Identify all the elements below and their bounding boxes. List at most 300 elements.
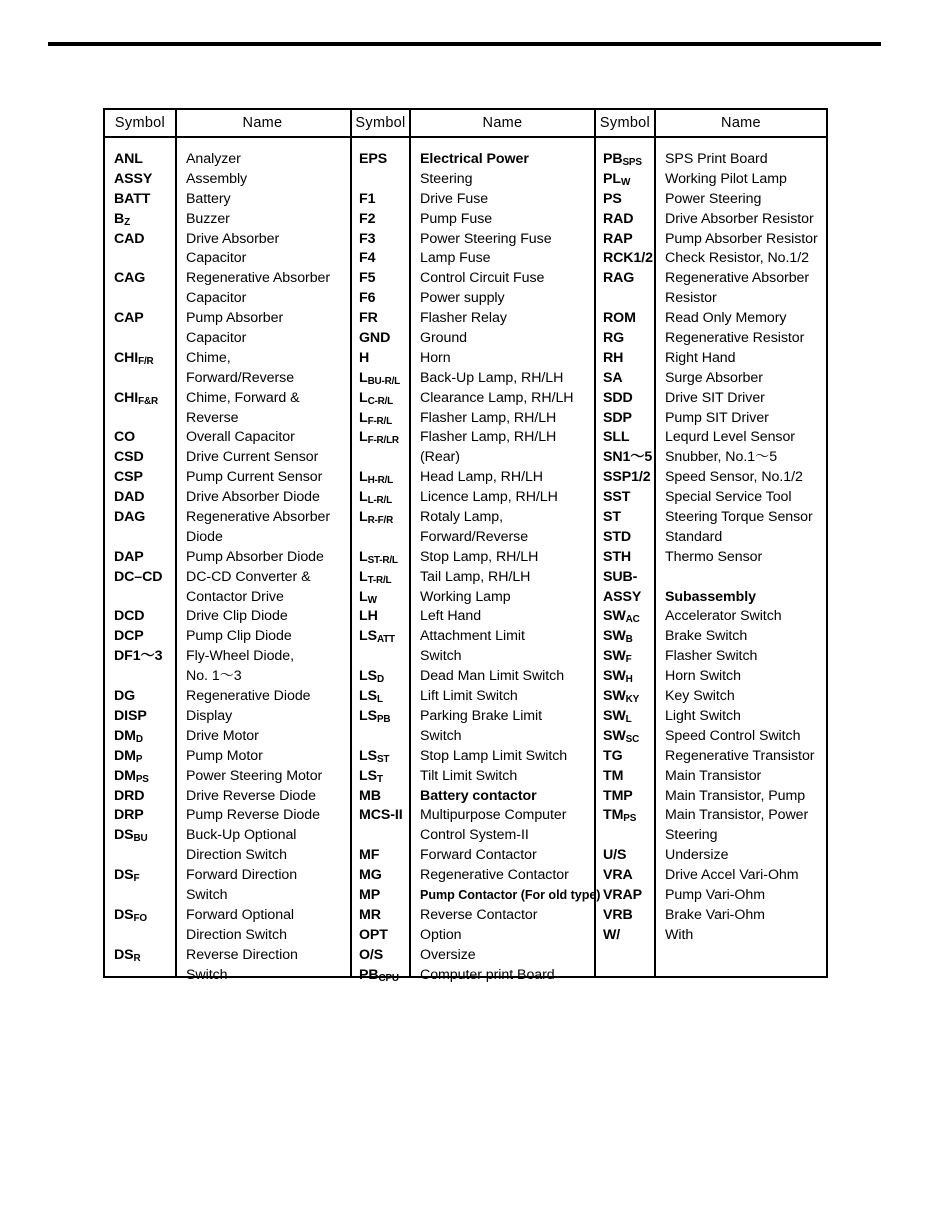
symbol-subscript: F bbox=[625, 654, 632, 666]
table-row: $L_{R-F/R}$ bbox=[359, 509, 394, 526]
header-symbol: Symbol bbox=[596, 110, 656, 136]
table-row: $LS_T$ bbox=[359, 767, 383, 785]
table-row: $SW_B$ bbox=[603, 628, 633, 646]
table-row: Tail Lamp, RH/LH bbox=[420, 568, 531, 585]
column-1-symbols bbox=[105, 138, 177, 976]
table-row: Regenerative Diode bbox=[186, 688, 311, 705]
table-row: Licence Lamp, RH/LH bbox=[420, 489, 558, 506]
table-row: Chime, bbox=[186, 349, 231, 366]
table-row: Oversize bbox=[420, 946, 476, 963]
table-column-3 bbox=[594, 110, 826, 976]
table-row: Main Transistor bbox=[665, 767, 762, 784]
symbol-subscript: R-F/R bbox=[367, 514, 394, 526]
table-row: $DM_P$ bbox=[114, 747, 143, 765]
table-row bbox=[352, 170, 409, 190]
table-row: TMP bbox=[603, 787, 633, 804]
table-row: Control System-II bbox=[420, 827, 529, 844]
table-row bbox=[105, 249, 175, 269]
table-row: Pump Motor bbox=[186, 747, 263, 764]
table-row: RG bbox=[603, 330, 625, 347]
column-1-names bbox=[177, 138, 350, 983]
table-row: Stop Lamp, RH/LH bbox=[420, 548, 539, 565]
table-row: $TM_{PS}$ bbox=[603, 807, 637, 825]
table-row: Brake Switch bbox=[665, 628, 748, 645]
header-rule bbox=[48, 42, 881, 46]
table-row: Reverse Direction bbox=[186, 946, 298, 963]
symbol-subscript: F&R bbox=[138, 395, 158, 407]
table-row: Drive Fuse bbox=[420, 190, 489, 207]
symbol-subscript: PS bbox=[135, 773, 149, 785]
table-row: F4 bbox=[359, 250, 376, 267]
table-row bbox=[105, 926, 175, 946]
table-row: SST bbox=[603, 489, 631, 506]
table-row: Pump Contactor (For old type) bbox=[420, 887, 601, 902]
table-row: $L_{C-R/L}$ bbox=[359, 389, 394, 407]
table-row: Pump Current Sensor bbox=[186, 469, 323, 486]
table-row: Assembly bbox=[186, 170, 248, 187]
table-row bbox=[596, 826, 654, 846]
table-row: Power Steering Fuse bbox=[420, 230, 552, 247]
table-row bbox=[105, 409, 175, 429]
column-3-header bbox=[596, 110, 826, 138]
table-row: VRA bbox=[603, 867, 633, 884]
table-row: Drive Reverse Diode bbox=[186, 787, 316, 804]
table-row bbox=[352, 647, 409, 667]
table-row: $L_{F-R/LR}$ bbox=[359, 429, 399, 447]
table-row: Switch bbox=[186, 966, 228, 983]
table-row: GND bbox=[359, 330, 391, 347]
column-3-symbols bbox=[596, 138, 656, 976]
table-row: Buck-Up Optional bbox=[186, 827, 297, 844]
table-row bbox=[656, 946, 826, 966]
table-row: SN1～5 bbox=[603, 449, 653, 466]
table-row: Capacitor bbox=[186, 330, 247, 347]
table-row: Pump Vari-Ohm bbox=[665, 886, 765, 903]
symbol-subscript: F-R/LR bbox=[367, 435, 399, 447]
column-3-names bbox=[656, 138, 826, 976]
symbol-subscript: B bbox=[625, 634, 633, 646]
table-row: O/S bbox=[359, 946, 384, 963]
table-row: DRP bbox=[114, 807, 144, 824]
table-row: TG bbox=[603, 747, 623, 764]
table-row: Buzzer bbox=[186, 210, 230, 227]
table-row: CAP bbox=[114, 310, 144, 327]
table-row bbox=[596, 966, 654, 986]
table-row: Flasher Lamp, RH/LH bbox=[420, 409, 557, 426]
table-row: Forward/Reverse bbox=[420, 528, 529, 545]
table-row bbox=[105, 329, 175, 349]
table-row: $DS_F$ bbox=[114, 867, 140, 884]
table-row: Pump Absorber Diode bbox=[186, 548, 324, 565]
table-row: Analyzer bbox=[186, 151, 241, 167]
table-row: SSP1/2 bbox=[603, 469, 651, 486]
table-row: Multipurpose Computer bbox=[420, 807, 567, 824]
table-row: $LS_{ST}$ bbox=[359, 747, 390, 765]
column-2-header bbox=[352, 110, 594, 138]
table-row: Snubber, No.1～5 bbox=[665, 449, 778, 466]
table-row: Horn bbox=[420, 349, 451, 366]
table-row: $L_{L-R/L}$ bbox=[359, 489, 392, 506]
table-row: Lift Limit Switch bbox=[420, 688, 518, 705]
table-row: Flasher Lamp, RH/LH bbox=[420, 429, 557, 446]
table-row: Steering bbox=[665, 827, 718, 844]
column-3-body bbox=[596, 138, 826, 976]
table-row: Ground bbox=[420, 330, 468, 347]
table-row: VRAP bbox=[603, 886, 643, 903]
table-row: Fly-Wheel Diode, bbox=[186, 648, 295, 665]
table-row: DAD bbox=[114, 489, 145, 506]
table-row: Drive Absorber bbox=[186, 230, 280, 247]
table-row: FR bbox=[359, 310, 378, 327]
table-row: Direction Switch bbox=[186, 926, 287, 943]
table-row bbox=[105, 667, 175, 687]
table-row: TM bbox=[603, 767, 624, 784]
table-row: $SW_{KY}$ bbox=[603, 688, 640, 705]
table-row: Parking Brake Limit bbox=[420, 707, 543, 724]
table-row: $PB_{CPU}$ bbox=[359, 966, 399, 984]
table-row: Speed Control Switch bbox=[665, 727, 801, 744]
table-row: H bbox=[359, 349, 370, 366]
table-row: Drive Absorber Diode bbox=[186, 489, 320, 506]
table-row: MF bbox=[359, 847, 380, 864]
symbol-subscript: H-R/L bbox=[367, 475, 394, 487]
table-row: Forward/Reverse bbox=[186, 369, 295, 386]
symbol-subscript: ST bbox=[376, 753, 390, 765]
header-name: Name bbox=[482, 115, 523, 131]
table-row: Drive Motor bbox=[186, 727, 259, 744]
table-row: $PB_{SPS}$ bbox=[603, 151, 642, 168]
column-2-body bbox=[352, 138, 601, 984]
header-symbol: Symbol bbox=[105, 110, 177, 136]
symbol-subscript: ST-R/L bbox=[367, 554, 398, 566]
table-row: Working Lamp bbox=[420, 588, 511, 605]
table-row: Main Transistor, Pump bbox=[665, 787, 806, 804]
table-row: (Rear) bbox=[420, 449, 460, 466]
symbol-subscript: SPS bbox=[622, 156, 642, 168]
table-row: Forward Optional bbox=[186, 906, 295, 923]
table-row: RAP bbox=[603, 230, 633, 247]
table-row bbox=[105, 886, 175, 906]
table-row: DAP bbox=[114, 548, 144, 565]
table-row: Light Switch bbox=[665, 707, 741, 724]
table-row: Thermo Sensor bbox=[665, 548, 763, 565]
symbol-subscript: PS bbox=[623, 813, 637, 825]
table-row: $DS_{FO}$ bbox=[114, 906, 147, 924]
table-row: $L_{T-R/L}$ bbox=[359, 568, 392, 586]
table-row: $DS_{BU}$ bbox=[114, 827, 148, 845]
table-row: CO bbox=[114, 429, 136, 446]
table-row: Surge Absorber bbox=[665, 369, 763, 386]
table-row: Right Hand bbox=[665, 349, 736, 366]
table-row: Stop Lamp Limit Switch bbox=[420, 747, 568, 764]
table-row: Power Steering bbox=[665, 190, 762, 207]
table-row bbox=[656, 966, 826, 986]
table-row: Forward Direction bbox=[186, 867, 298, 884]
table-row: Pump Absorber bbox=[186, 310, 284, 327]
table-row: Regenerative Absorber bbox=[186, 270, 331, 287]
symbol-subscript: KY bbox=[625, 693, 640, 705]
table-row: SPS Print Board bbox=[665, 151, 768, 167]
table-row: Regenerative Resistor bbox=[665, 330, 805, 347]
table-row: DC–CD bbox=[114, 568, 163, 585]
table-row: F2 bbox=[359, 210, 376, 227]
table-row: Pump Clip Diode bbox=[186, 628, 292, 645]
table-row: DC-CD Converter & bbox=[186, 568, 311, 585]
table-row: EPS bbox=[359, 151, 388, 167]
table-row: Switch bbox=[420, 648, 462, 665]
table-row: Drive Clip Diode bbox=[186, 608, 288, 625]
table-row: $SW_H$ bbox=[603, 668, 633, 685]
table-row: DCD bbox=[114, 608, 145, 625]
table-row: $DM_D$ bbox=[114, 727, 143, 745]
table-row: Computer print Board bbox=[420, 966, 555, 983]
table-row: Forward Contactor bbox=[420, 847, 537, 864]
symbol-subscript: AC bbox=[625, 614, 640, 626]
table-row: Switch bbox=[420, 727, 462, 744]
table-row bbox=[596, 946, 654, 966]
symbol-subscript: L-R/L bbox=[367, 494, 392, 506]
table-row: PS bbox=[603, 190, 622, 207]
table-row: $L_W$ bbox=[359, 588, 377, 606]
symbol-subscript: F-R/L bbox=[367, 415, 392, 427]
header-name: Name bbox=[242, 115, 283, 131]
table-row: Power Steering Motor bbox=[186, 767, 323, 784]
symbol-subscript: BU bbox=[133, 833, 148, 845]
table-row: With bbox=[665, 926, 694, 943]
symbol-subscript: W bbox=[367, 594, 377, 606]
table-row: $SW_{AC}$ bbox=[603, 608, 640, 626]
table-row: Check Resistor, No.1/2 bbox=[665, 250, 809, 267]
table-row: STD bbox=[603, 528, 632, 545]
table-row bbox=[352, 826, 409, 846]
symbol-subscript: F/R bbox=[138, 355, 154, 367]
table-row: Battery bbox=[186, 190, 231, 207]
symbol-subscript: C-R/L bbox=[367, 395, 394, 407]
table-row: SDP bbox=[603, 409, 632, 426]
table-row: Resistor bbox=[665, 290, 717, 307]
symbol-subscript: ATT bbox=[376, 634, 395, 646]
table-column-1 bbox=[105, 110, 350, 983]
symbol-subscript: T bbox=[376, 773, 383, 785]
column-2-names bbox=[411, 138, 601, 983]
symbol-subscript: D bbox=[376, 673, 384, 685]
symbol-subscript: D bbox=[135, 733, 143, 745]
table-row: BATT bbox=[114, 190, 151, 207]
table-row: RAD bbox=[603, 210, 634, 227]
table-row: ASSY bbox=[603, 588, 642, 605]
table-row: Chime, Forward & bbox=[186, 389, 300, 406]
table-row: Drive Absorber Resistor bbox=[665, 210, 814, 227]
table-row: Pump Reverse Diode bbox=[186, 807, 320, 824]
table-row: F5 bbox=[359, 270, 376, 287]
column-1-body bbox=[105, 138, 350, 983]
table-row: Undersize bbox=[665, 847, 729, 864]
table-row: CAG bbox=[114, 270, 146, 287]
table-row: Main Transistor, Power bbox=[665, 807, 809, 824]
table-row: Drive Accel Vari-Ohm bbox=[665, 867, 799, 884]
table-column-2 bbox=[350, 110, 601, 984]
table-row: SUB- bbox=[603, 568, 638, 585]
column-2-symbols bbox=[352, 138, 411, 984]
header-name: Name bbox=[721, 115, 761, 131]
table-row bbox=[105, 966, 175, 986]
table-row: Pump Absorber Resistor bbox=[665, 230, 818, 247]
table-row: Direction Switch bbox=[186, 847, 287, 864]
table-row: MB bbox=[359, 787, 381, 804]
table-row: Speed Sensor, No.1/2 bbox=[665, 469, 803, 486]
table-row: Contactor Drive bbox=[186, 588, 284, 605]
table-row: DISP bbox=[114, 707, 147, 724]
table-row: ROM bbox=[603, 310, 636, 327]
symbol-subscript: H bbox=[625, 673, 633, 685]
table-row: $DM_{PS}$ bbox=[114, 767, 149, 785]
table-row: CAD bbox=[114, 230, 145, 247]
table-row: OPT bbox=[359, 926, 388, 943]
table-row: Brake Vari-Ohm bbox=[665, 906, 765, 923]
table-row: Overall Capacitor bbox=[186, 429, 295, 446]
table-row: $SW_F$ bbox=[603, 648, 632, 666]
table-row: $LS_{ATT}$ bbox=[359, 628, 395, 646]
table-row: DF1～3 bbox=[114, 648, 163, 665]
table-row: $B_Z$ bbox=[114, 210, 131, 228]
table-row: ST bbox=[603, 509, 621, 526]
table-row: Standard bbox=[665, 528, 723, 545]
table-row bbox=[656, 568, 826, 588]
table-row: $L_{F-R/L}$ bbox=[359, 409, 392, 427]
table-row: Power supply bbox=[420, 290, 505, 307]
table-row: Capacitor bbox=[186, 250, 247, 267]
table-row: STH bbox=[603, 548, 632, 565]
table-row bbox=[105, 289, 175, 309]
table-row: Battery contactor bbox=[420, 787, 537, 804]
table-row: Lamp Fuse bbox=[420, 250, 491, 267]
table-row: ASSY bbox=[114, 170, 153, 187]
table-row: Reverse Contactor bbox=[420, 906, 538, 923]
table-row: $SW_L$ bbox=[603, 707, 632, 725]
table-row: Horn Switch bbox=[665, 668, 741, 685]
table-row: $L_{ST-R/L}$ bbox=[359, 548, 398, 566]
symbol-subscript: F bbox=[133, 872, 140, 884]
table-row: Reverse bbox=[186, 409, 239, 426]
table-row bbox=[596, 289, 654, 309]
table-row: Option bbox=[420, 926, 462, 943]
table-row: $LS_{PB}$ bbox=[359, 707, 391, 725]
table-row: Display bbox=[186, 707, 233, 724]
table-row: Flasher Relay bbox=[420, 310, 507, 327]
symbol-subscript: W bbox=[620, 176, 631, 188]
header-symbol: Symbol bbox=[352, 110, 411, 136]
table-row: $CHI_{F/R}$ bbox=[114, 349, 154, 367]
table-row: Rotaly Lamp, bbox=[420, 509, 503, 526]
column-1-header bbox=[105, 110, 350, 138]
table-row: DRD bbox=[114, 787, 145, 804]
table-row: Head Lamp, RH/LH bbox=[420, 469, 544, 486]
table-row: DG bbox=[114, 688, 136, 705]
table-row: Drive SIT Driver bbox=[665, 389, 765, 406]
table-row: VRB bbox=[603, 906, 633, 923]
table-row: F1 bbox=[359, 190, 376, 207]
table-row: SA bbox=[603, 369, 623, 386]
table-row: Pump SIT Driver bbox=[665, 409, 769, 426]
table-row: MR bbox=[359, 906, 381, 923]
table-row: Switch bbox=[186, 886, 228, 903]
table-row: Flasher Switch bbox=[665, 648, 758, 665]
table-row: CSP bbox=[114, 469, 143, 486]
symbol-subscript: BU-R/L bbox=[367, 375, 400, 387]
table-row: Electrical Power bbox=[420, 151, 529, 167]
table-row: $LS_L$ bbox=[359, 688, 383, 705]
symbol-subscript: FO bbox=[133, 912, 147, 924]
table-row: F6 bbox=[359, 290, 376, 307]
table-row bbox=[352, 448, 409, 468]
table-row: Steering Torque Sensor bbox=[665, 509, 813, 526]
symbol-subscript: T-R/L bbox=[367, 574, 392, 586]
table-row: U/S bbox=[603, 847, 627, 864]
table-row: SLL bbox=[603, 429, 630, 446]
symbol-subscript: CPU bbox=[378, 972, 399, 984]
table-row: Tilt Limit Switch bbox=[420, 767, 518, 784]
table-row: Special Service Tool bbox=[665, 489, 792, 506]
table-row: LH bbox=[359, 608, 378, 625]
table-row: Clearance Lamp, RH/LH bbox=[420, 389, 574, 406]
table-row bbox=[105, 588, 175, 608]
table-row: Lequrd Level Sensor bbox=[665, 429, 795, 446]
symbol-subscript: L bbox=[376, 693, 383, 705]
table-row: $DS_R$ bbox=[114, 946, 141, 964]
table-row bbox=[105, 846, 175, 866]
table-row: Diode bbox=[186, 528, 223, 545]
table-row: Read Only Memory bbox=[665, 310, 787, 327]
table-row: Left Hand bbox=[420, 608, 482, 625]
symbol-subscript: L bbox=[625, 713, 632, 725]
table-row: MG bbox=[359, 867, 382, 884]
table-row: Regenerative Contactor bbox=[420, 867, 569, 884]
table-row: $LS_D$ bbox=[359, 668, 384, 685]
table-row: Pump Fuse bbox=[420, 210, 493, 227]
table-row: $PL_W$ bbox=[603, 170, 631, 188]
table-row: SDD bbox=[603, 389, 633, 406]
table-row bbox=[352, 727, 409, 747]
table-row: Regenerative Absorber bbox=[186, 509, 331, 526]
symbol-subscript: PB bbox=[376, 713, 391, 725]
table-row: CSD bbox=[114, 449, 144, 466]
symbol-subscript: P bbox=[135, 753, 143, 765]
table-row: MP bbox=[359, 886, 381, 903]
symbol-subscript: SC bbox=[625, 733, 640, 745]
symbol-subscript: Z bbox=[124, 216, 131, 228]
table-row: Back-Up Lamp, RH/LH bbox=[420, 369, 564, 386]
table-row: MCS-II bbox=[359, 807, 403, 824]
table-row: W/ bbox=[603, 926, 621, 943]
table-row: Regenerative Absorber bbox=[665, 270, 810, 287]
table-row: Regenerative Transistor bbox=[665, 747, 815, 764]
table-row: RCK1/2 bbox=[603, 250, 653, 267]
table-row: Dead Man Limit Switch bbox=[420, 668, 565, 685]
table-row: DCP bbox=[114, 628, 144, 645]
table-row: Drive Current Sensor bbox=[186, 449, 319, 466]
table-row: Working Pilot Lamp bbox=[665, 170, 787, 187]
table-row: F3 bbox=[359, 230, 376, 247]
table-row bbox=[352, 528, 409, 548]
table-row: Key Switch bbox=[665, 688, 735, 705]
table-row: Control Circuit Fuse bbox=[420, 270, 545, 287]
table-row: $L_{H-R/L}$ bbox=[359, 469, 394, 487]
symbol-subscript: R bbox=[133, 952, 141, 964]
table-row: $SW_{SC}$ bbox=[603, 727, 640, 745]
table-row: $CHI_{F\&R}$ bbox=[114, 389, 158, 407]
table-row bbox=[105, 369, 175, 389]
table-row: RAG bbox=[603, 270, 635, 287]
